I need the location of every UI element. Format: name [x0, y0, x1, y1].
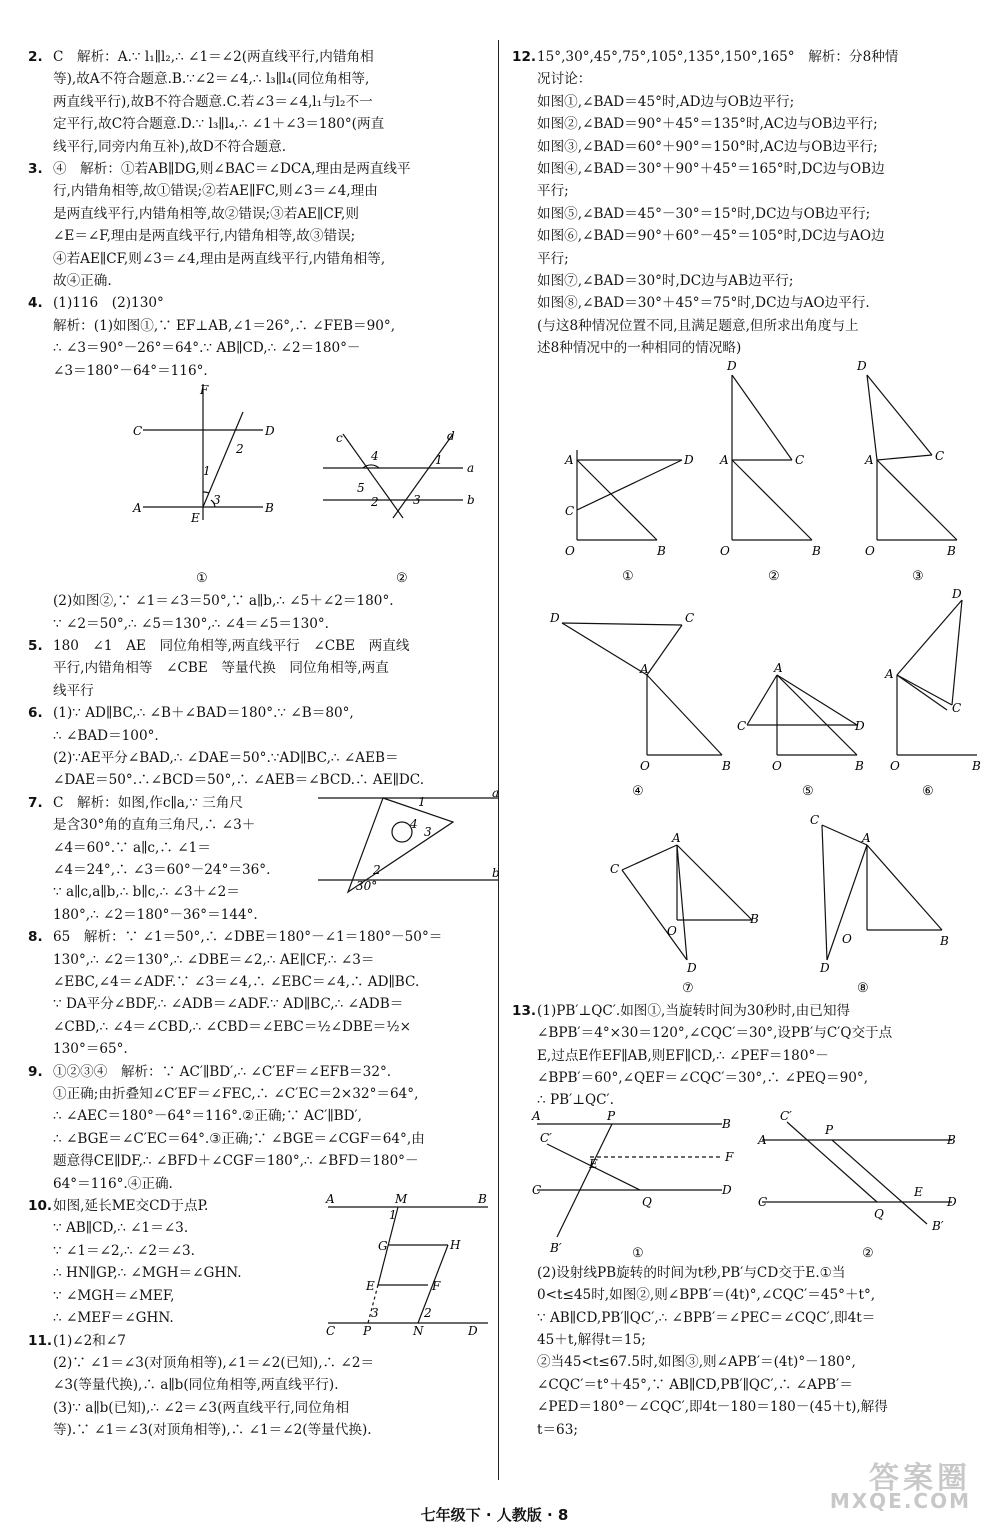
svg-text:A: A — [133, 501, 142, 516]
svg-text:H: H — [450, 1238, 461, 1253]
text-line: ∴ ∠MEF＝∠GHN. — [53, 1310, 174, 1327]
svg-text:C: C — [758, 1194, 768, 1209]
svg-text:B: B — [940, 933, 949, 948]
q4-figures — [53, 382, 483, 590]
text-line: (2)∵AE平分∠BAD,∴ ∠DAE＝50°.∵AD∥BC,∴ ∠AEB＝ — [53, 749, 399, 766]
svg-text:B: B — [265, 501, 274, 516]
answer-12 — [512, 46, 981, 1000]
text-line: 是含30°角的直角三角尺,∴ ∠3＋ — [53, 817, 256, 834]
watermark-url: MXQE.COM — [829, 1489, 971, 1514]
svg-text:O: O — [640, 758, 650, 773]
svg-text:A: A — [885, 666, 894, 681]
svg-text:P: P — [363, 1324, 372, 1339]
watermark-title: 答案圈 — [869, 1461, 971, 1496]
text-line: (1)116 (2)130° — [53, 295, 164, 312]
text-line: ∵ ∠2＝50°,∴ ∠5＝130°,∴ ∠4＝∠5＝130°. — [53, 615, 329, 632]
figure-caption: ② — [396, 571, 408, 587]
svg-text:D: D — [687, 960, 697, 975]
text-line: 如图①,∠BAD＝45°时,AD边与OB边平行; — [537, 93, 795, 110]
text-line: 如图⑥,∠BAD＝90°＋60°－45°＝105°时,DC边与AO边 — [537, 228, 885, 245]
svg-text:C: C — [952, 700, 962, 715]
svg-text:a: a — [467, 461, 475, 476]
text-line: 述8种情况中的一种相同的情况略) — [537, 340, 742, 357]
text-line: ∴ HN∥GP,∴ ∠MGH＝∠GHN. — [53, 1265, 242, 1282]
text-line: (2)设射线PB旋转的时间为t秒,PB′与CD交于E.①当 — [537, 1264, 846, 1281]
svg-text:F: F — [432, 1279, 441, 1294]
left-column — [28, 46, 500, 1442]
figure-caption: ① — [632, 1245, 644, 1261]
svg-text:A: A — [326, 1192, 335, 1207]
svg-text:E: E — [589, 1156, 598, 1171]
svg-text:F: F — [725, 1149, 734, 1164]
text-line: 线平行,同旁内角互补),故D不符合题意. — [53, 138, 287, 155]
svg-text:O: O — [667, 923, 677, 938]
svg-text:O: O — [565, 543, 575, 558]
svg-text:1: 1 — [418, 794, 426, 809]
item-number: 10. — [28, 1198, 53, 1215]
svg-text:2: 2 — [371, 495, 379, 510]
answer-4 — [28, 292, 483, 634]
text-line: (1)PB′⊥QC′.如图①,当旋转时间为30秒时,由已知得 — [537, 1002, 851, 1019]
text-line: 如图⑤,∠BAD＝45°－30°＝15°时,DC边与OB边平行; — [537, 205, 871, 222]
svg-text:E: E — [366, 1279, 375, 1294]
svg-text:D: D — [855, 718, 865, 733]
svg-text:B: B — [478, 1192, 487, 1207]
svg-text:C: C — [610, 861, 620, 876]
svg-text:A: A — [758, 1132, 767, 1147]
answer-5 — [28, 635, 483, 702]
svg-text:C: C — [565, 503, 575, 518]
item-number: 8. — [28, 929, 43, 946]
figure-caption: ② — [768, 568, 780, 584]
svg-text:a: a — [492, 785, 500, 800]
svg-text:2: 2 — [424, 1306, 432, 1321]
right-column — [512, 46, 981, 1441]
answer-13 — [512, 1000, 967, 1441]
text-line: ∵ DA平分∠BDF,∴ ∠ADB＝∠ADF.∵ AD∥BC,∴ ∠ADB＝ — [53, 996, 404, 1013]
text-line: ∠CBD,∴ ∠4＝∠CBD,∴ ∠CBD＝∠EBC＝½∠DBE＝½× — [53, 1018, 411, 1035]
text-line: 如图,延长ME交CD于点P. — [53, 1198, 209, 1215]
text-line: ∠BPB′＝4°×30＝120°,∠CQC′＝30°,设PB′与C′Q交于点 — [537, 1025, 893, 1042]
text-line: 15°,30°,45°,75°,105°,135°,150°,165° 解析：分8种情 — [537, 49, 899, 65]
svg-text:B: B — [657, 543, 666, 558]
item-number: 4. — [28, 295, 43, 312]
text-line: 等),故A不符合题意.B.∵∠2＝∠4,∴ l₃∥l₄(同位角相等, — [53, 71, 370, 88]
svg-text:B: B — [722, 1116, 731, 1131]
svg-text:B: B — [972, 758, 981, 773]
svg-text:C: C — [737, 718, 747, 733]
svg-text:D: D — [947, 1194, 957, 1209]
text-line: ∵ ∠1＝∠2,∴ ∠2＝∠3. — [53, 1242, 195, 1259]
svg-text:d: d — [447, 429, 455, 444]
svg-text:3: 3 — [424, 824, 432, 839]
svg-text:A: A — [862, 830, 871, 845]
item-number: 13. — [512, 1002, 537, 1019]
q12-figures — [522, 358, 981, 1000]
svg-text:B′: B′ — [550, 1240, 562, 1255]
text-line: ①正确;由折叠知∠C′EF＝∠FEC,∴ ∠C′EC＝2×32°＝64°, — [53, 1086, 419, 1103]
svg-text:D: D — [684, 452, 694, 467]
text-line: ∠4＝24°,∴ ∠3＝60°－24°＝36°. — [53, 861, 271, 878]
text-line: 平行; — [537, 250, 569, 267]
text-line: ∴ ∠BGE＝∠C′EC＝64°.③正确;∵ ∠BGE＝∠CGF＝64°,由 — [53, 1130, 425, 1147]
svg-text:C: C — [133, 424, 143, 439]
q13-figures — [522, 1108, 957, 1262]
svg-text:F: F — [200, 383, 209, 398]
text-line: (1)∠2和∠7 — [53, 1332, 126, 1349]
figure-caption: ① — [196, 571, 208, 587]
text-line: 65 解析：∵ ∠1＝50°,∴ ∠DBE＝180°－∠1＝180°－50°＝ — [53, 929, 443, 946]
text-line: (3)∵ a∥b(已知),∴ ∠2＝∠3(两直线平行,同位角相 — [53, 1399, 350, 1416]
item-number: 5. — [28, 637, 43, 654]
text-line: E,过点E作EF∥AB,则EF∥CD,∴ ∠PEF＝180°－ — [537, 1047, 829, 1064]
text-line: ∵ AB∥CD,∴ ∠1＝∠3. — [53, 1220, 189, 1237]
svg-text:C: C — [810, 812, 820, 827]
svg-text:C: C — [532, 1182, 542, 1197]
q10-figure — [323, 1192, 493, 1339]
text-line: 130°,∴ ∠2＝130°,∴ ∠DBE＝∠2,∴ AE∥CF,∴ ∠3＝ — [53, 951, 375, 968]
item-number: 2. — [28, 49, 43, 65]
svg-text:D: D — [857, 358, 867, 373]
svg-text:E: E — [914, 1184, 923, 1199]
text-line: ∠CQC′＝t°＋45°,∵ AB∥CD,PB′∥QC′,∴ ∠APB′＝ — [537, 1376, 853, 1393]
svg-text:A: A — [672, 830, 681, 845]
svg-text:30°: 30° — [356, 878, 378, 893]
figure-caption: ⑥ — [922, 783, 934, 799]
text-line: 定平行,故C符合题意.D.∵ l₃∥l₄,∴ ∠1＋∠3＝180°(两直 — [53, 116, 385, 133]
text-line: ∴ PB′⊥QC′. — [537, 1092, 614, 1109]
text-line: 况讨论： — [537, 71, 592, 88]
answer-9 — [28, 1061, 483, 1195]
text-line: ∴ ∠3＝90°－26°＝64°.∵ AB∥CD,∴ ∠2＝180°－ — [53, 340, 361, 357]
svg-text:O: O — [890, 758, 900, 773]
svg-text:M: M — [395, 1192, 408, 1207]
svg-text:P: P — [825, 1122, 834, 1137]
item-number: 11. — [28, 1332, 53, 1349]
q7-figure — [318, 785, 503, 912]
svg-text:E: E — [191, 511, 200, 526]
text-line: ∴ ∠AEC＝180°－64°＝116°.②正确;∵ AC′∥BD′, — [53, 1108, 362, 1125]
text-line: 如图⑦,∠BAD＝30°时,DC边与AB边平行; — [537, 273, 794, 290]
text-line: C 解析：A.∵ l₁∥l₂,∴ ∠1＝∠2(两直线平行,内错角相 — [53, 49, 374, 65]
svg-text:4: 4 — [371, 449, 379, 464]
svg-text:1: 1 — [203, 464, 211, 479]
figure-caption: ② — [862, 1245, 874, 1261]
svg-text:G: G — [378, 1239, 388, 1254]
text-line: ∴ ∠BAD＝100°. — [53, 727, 159, 744]
text-line: 两直线平行),故B不符合题意.C.若∠3＝∠4,l₁与l₂不一 — [53, 93, 373, 110]
svg-text:4: 4 — [410, 816, 418, 831]
svg-text:D: D — [550, 610, 560, 625]
text-line: 是两直线平行,内错角相等,故②错误;③若AE∥CF,则 — [53, 205, 359, 222]
text-line: 平行; — [537, 183, 569, 200]
text-line: ∠3(等量代换),∴ a∥b(同位角相等,两直线平行). — [53, 1377, 339, 1394]
svg-text:A: A — [865, 452, 874, 467]
svg-text:A: A — [720, 452, 729, 467]
answer-8 — [28, 926, 483, 1060]
svg-text:b: b — [467, 493, 475, 508]
text-line: 180 ∠1 AE 同位角相等,两直线平行 ∠CBE 两直线 — [53, 637, 410, 654]
svg-text:O: O — [772, 758, 782, 773]
text-line: ①②③④ 解析：∵ AC′∥BD′,∴ ∠C′EF＝∠EFB＝32°. — [53, 1063, 392, 1080]
answer-7 — [28, 785, 500, 926]
text-line: 如图④,∠BAD＝30°＋90°＋45°＝165°时,DC边与OB边 — [537, 161, 885, 178]
svg-text:D: D — [265, 424, 275, 439]
svg-text:B: B — [947, 1132, 956, 1147]
text-line: ∵ ∠MGH＝∠MEF, — [53, 1287, 175, 1304]
svg-text:C: C — [326, 1324, 336, 1339]
item-number: 9. — [28, 1063, 43, 1080]
item-number: 6. — [28, 705, 43, 722]
text-line: t＝63; — [537, 1421, 578, 1438]
text-line: (1)∵ AD∥BC,∴ ∠B＋∠BAD＝180°.∵ ∠B＝80°, — [53, 705, 354, 722]
text-line: (2)如图②,∵ ∠1＝∠3＝50°,∵ a∥b,∴ ∠5＋∠2＝180°. — [53, 593, 394, 610]
svg-text:B: B — [722, 758, 731, 773]
text-line: ②当45<t≤67.5时,如图③,则∠APB′＝(4t)°－180°, — [537, 1354, 856, 1371]
answer-3 — [28, 158, 483, 292]
text-line: 行,内错角相等,故①错误;②若AE∥FC,则∠3＝∠4,理由 — [53, 183, 378, 200]
figure-caption: ⑦ — [682, 980, 694, 996]
svg-text:Q: Q — [642, 1194, 652, 1209]
svg-text:B: B — [812, 543, 821, 558]
svg-text:D: D — [727, 358, 737, 373]
text-line: ∠PED＝180°－∠CQC′,即4t－180＝180－(45＋t),解得 — [537, 1399, 888, 1416]
text-line: 如图②,∠BAD＝90°＋45°＝135°时,AC边与OB边平行; — [537, 116, 878, 133]
text-line: 64°＝116°.④正确. — [53, 1175, 173, 1192]
figure-caption: ⑧ — [857, 980, 869, 996]
text-line: ∠4＝60°.∵ a∥c,∴ ∠1＝ — [53, 839, 211, 856]
svg-text:B: B — [750, 911, 759, 926]
text-line: 平行,内错角相等 ∠CBE 等量代换 同位角相等,两直 — [53, 660, 389, 677]
text-line: ④若AE∥CF,则∠3＝∠4,理由是两直线平行,内错角相等, — [53, 250, 386, 267]
svg-text:5: 5 — [357, 481, 365, 496]
text-line: ∠BPB′＝60°,∠QEF＝∠CQC′＝30°,∴ ∠PEQ＝90°, — [537, 1069, 869, 1086]
svg-text:C: C — [685, 610, 695, 625]
text-line: 0<t≤45时,如图②,则∠BPB′＝(4t)°,∠CQC′＝45°＋t°, — [537, 1287, 876, 1304]
svg-text:C′: C′ — [540, 1130, 552, 1145]
text-line: ∠DAE＝50°.∴∠BCD＝50°,∴ ∠AEB＝∠BCD.∴ AE∥DC. — [53, 772, 425, 789]
text-line: ∠EBC,∠4＝∠ADF.∵ ∠3＝∠4,∴ ∠EBC＝∠4,∴ AD∥BC. — [53, 974, 420, 990]
svg-text:Q: Q — [874, 1206, 884, 1221]
svg-text:A: A — [565, 452, 574, 467]
figure-caption: ⑤ — [802, 783, 814, 799]
text-line: 故④正确. — [53, 273, 112, 290]
text-line: ④ 解析：①若AB∥DG,则∠BAC＝∠DCA,理由是两直线平 — [53, 161, 411, 178]
svg-text:B: B — [947, 543, 956, 558]
svg-text:C: C — [935, 448, 945, 463]
text-line: 解析：(1)如图①,∵ EF⊥AB,∠1＝26°,∴ ∠FEB＝90°, — [53, 317, 396, 334]
text-line: 180°,∴ ∠2＝180°－36°＝144°. — [53, 906, 258, 923]
svg-text:c: c — [336, 431, 343, 446]
page-footer: 七年级下 · 人教版 · 8 — [420, 1506, 569, 1524]
item-number: 7. — [28, 794, 43, 811]
svg-text:B′: B′ — [932, 1218, 944, 1233]
svg-text:D: D — [722, 1182, 732, 1197]
svg-text:3: 3 — [213, 493, 221, 508]
item-number: 3. — [28, 161, 43, 178]
svg-text:b: b — [492, 865, 500, 880]
text-line: 45＋t,解得t＝15; — [537, 1331, 646, 1348]
text-line: 130°＝65°. — [53, 1041, 128, 1058]
svg-text:A: A — [774, 660, 783, 675]
column-divider — [498, 40, 499, 1480]
svg-text:B: B — [855, 758, 864, 773]
svg-text:D: D — [952, 586, 962, 601]
svg-text:O: O — [720, 543, 730, 558]
svg-text:N: N — [413, 1324, 424, 1339]
text-line: 如图⑧,∠BAD＝30°＋45°＝75°时,DC边与AO边平行. — [537, 295, 870, 312]
text-line: 线平行 — [53, 682, 94, 699]
svg-text:P: P — [607, 1108, 616, 1123]
text-line: (与这8种情况位置不同,且满足题意,但所求出角度与上 — [537, 317, 859, 334]
answer-10 — [28, 1192, 487, 1339]
text-line: C 解析：如图,作c∥a,∵ 三角尺 — [53, 794, 243, 811]
answer-6 — [28, 702, 483, 792]
svg-text:C′: C′ — [780, 1108, 792, 1123]
svg-text:D: D — [468, 1324, 478, 1339]
text-line: (2)∵ ∠1＝∠3(对顶角相等),∠1＝∠2(已知),∴ ∠2＝ — [53, 1354, 375, 1371]
svg-text:1: 1 — [435, 453, 443, 468]
svg-text:O: O — [842, 931, 852, 946]
svg-text:2: 2 — [236, 442, 244, 457]
text-line: 如图③,∠BAD＝60°＋90°＝150°时,AC边与OB边平行; — [537, 138, 878, 155]
svg-text:3: 3 — [413, 493, 421, 508]
text-line: ∠E＝∠F,理由是两直线平行,内错角相等,故③错误; — [53, 228, 356, 245]
svg-text:O: O — [865, 543, 875, 558]
text-line: 等).∵ ∠1＝∠3(对顶角相等),∴ ∠1＝∠2(等量代换). — [53, 1422, 372, 1439]
svg-text:D: D — [820, 960, 830, 975]
svg-text:A: A — [532, 1108, 541, 1123]
svg-text:3: 3 — [371, 1306, 379, 1321]
figure-caption: ① — [622, 568, 634, 584]
figure-caption: ③ — [912, 568, 924, 584]
answer-2 — [28, 46, 483, 158]
text-line: 题意得CE∥DF,∴ ∠BFD＋∠CGF＝180°,∴ ∠BFD＝180°－ — [53, 1153, 419, 1170]
text-line: ∵ a∥c,a∥b,∴ b∥c,∴ ∠3＋∠2＝ — [53, 884, 240, 901]
figure-caption: ④ — [632, 783, 644, 799]
text-line: ∵ AB∥CD,PB′∥QC′,∴ ∠BPB′＝∠PEC＝∠CQC′,即4t＝ — [537, 1309, 876, 1326]
item-number: 12. — [512, 49, 537, 65]
svg-text:C: C — [795, 452, 805, 467]
answer-11 — [28, 1330, 483, 1442]
svg-text:A: A — [640, 661, 649, 676]
svg-text:1: 1 — [389, 1208, 397, 1223]
text-line: ∠3＝180°－64°＝116°. — [53, 362, 208, 379]
svg-text:2: 2 — [373, 862, 381, 877]
